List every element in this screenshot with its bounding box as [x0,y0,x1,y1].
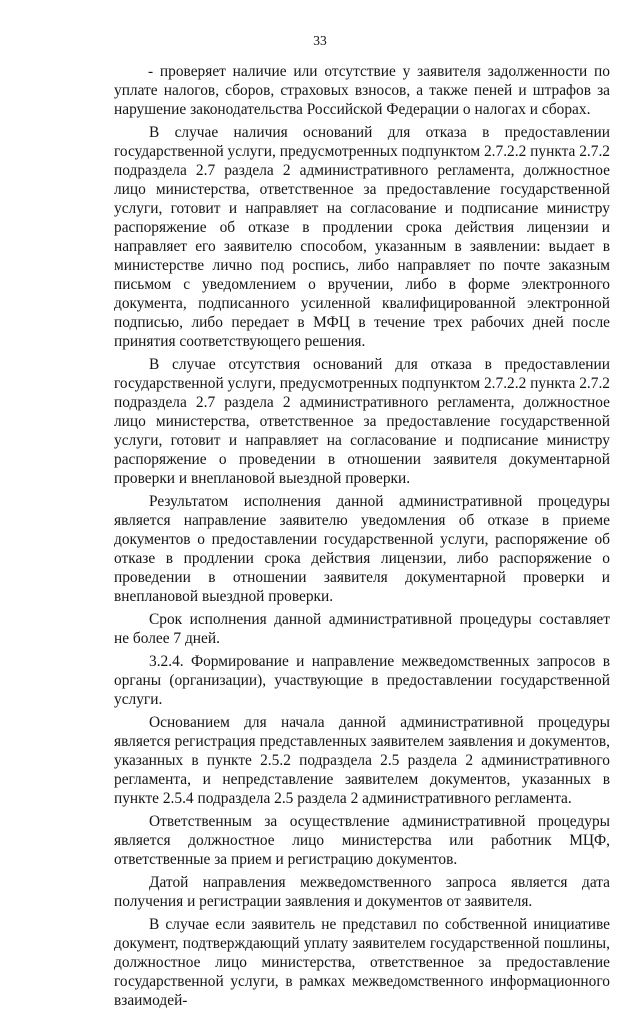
paragraph-responsible-person: Ответственным за осуществление административной процедуры является должностное лицо министерства или работник МЦФ, ответственные за прием и регистрацию документов. [114,813,610,868]
section-heading-3-2-4: 3.2.4. Формирование и направление межведомственных запросов в органы (организации), участвующие в предоставлении государственной услуги. [114,653,610,708]
paragraph-no-refusal-grounds: В случае отсутствия оснований для отказа в предоставлении государственной услуги, предусмотренных подпунктом 2.7.2.2 пункта 2.7.2 подраздела 2.7 раздела 2 административного регламента, должностное лицо министерства, ответственное за предоставление государственной услуги, готовит и направляет на согласование и подписание министру распоряжение о проведении в отношении заявителя документарной проверки и внеплановой выездной проверки. [114,356,610,487]
paragraph-tax-check: - проверяет наличие или отсутствие у заявителя задолженности по уплате налогов, сборов, страховых взносов, а также пеней и штрафов за нарушение законодательства Российской Федерации о налогах и сборах. [114,63,610,118]
document-body [114,62,610,1014]
page-number: 33 [313,33,327,48]
paragraph-procedure-term: Срок исполнения данной административной процедуры составляет не более 7 дней. [114,611,610,647]
paragraph-procedure-basis: Основанием для начала данной административной процедуры является регистрация представленных заявителем заявления и документов, указанных в пункте 2.5.2 подраздела 2.5 раздела 2 административного регламента, и непредставление заявителем документов, указанных в пункте 2.5.4 подраздела 2.5 раздела 2 административного регламента. [114,714,610,807]
paragraph-request-date: Датой направления межведомственного запроса является дата получения и регистрации заявления и документов от заявителя. [114,874,610,910]
paragraph-fee-document: В случае если заявитель не представил по собственной инициативе документ, подтверждающий уплату заявителем государственной пошлины, должностное лицо министерства, ответственное за предоставление государственной услуги, в рамках межведомственного информационного взаимодей- [114,916,610,1009]
paragraph-procedure-result: Результатом исполнения данной административной процедуры является направление заявителю уведомления об отказе в приеме документов о предоставлении государственной услуги, распоряжение об отказе в продлении срока действия лицензии, либо распоряжение о проведении в отношении заявителя документарной проверки и внеплановой выездной проверки. [114,493,610,605]
paragraph-refusal-grounds: В случае наличия оснований для отказа в предоставлении государственной услуги, предусмотренных подпунктом 2.7.2.2 пункта 2.7.2 подраздела 2.7 раздела 2 административного регламента, должностное лицо министерства, ответственное за предоставление государственной услуги, готовит и направляет на согласование и подписание министру распоряжение об отказе в продлении срока действия лицензии и направляет его заявителю способом, указанным в заявлении: выдает в министерстве лично под роспись, либо направляет по почте заказным письмом с уведомлением о вручении, либо в форме электронного документа, подписанного усиленной квалифицированной электронной подписью, либо передает в МФЦ в течение трех рабочих дней после принятия соответствующего решения. [114,124,610,350]
